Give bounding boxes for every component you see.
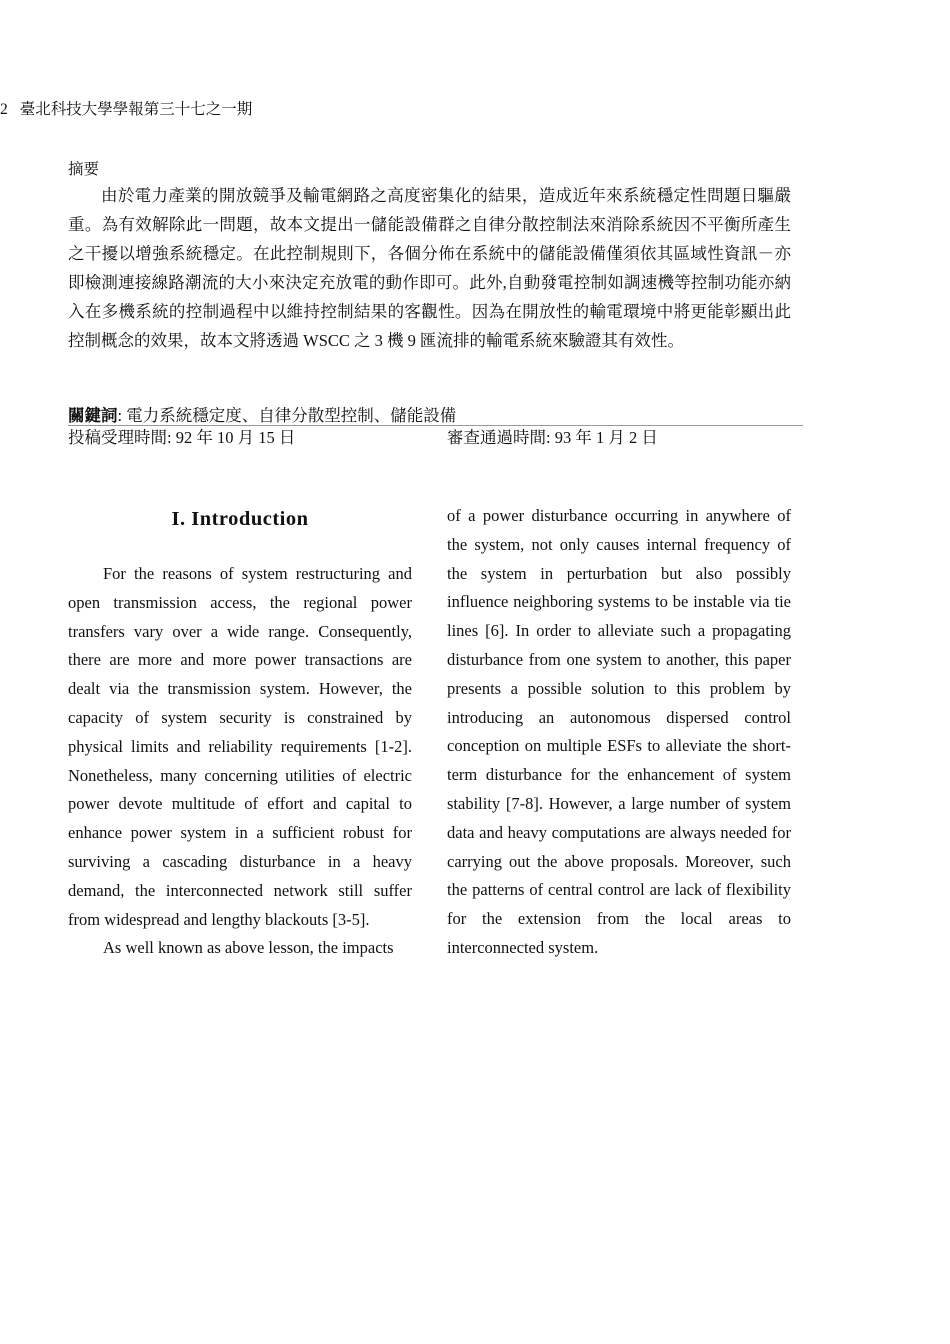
intro-paragraph-2-continued: of a power disturbance occurring in anywhere of the system, not only causes internal frequency of the system in perturbation but also possibly influence neighboring systems to be instable via tie lines [6]. In order to alleviate such a propagating disturbance from one system to another, this paper presents a possible solution to this problem by introducing an autonomous dispersed control conception on multiple ESFs to alleviate the short-term disturbance for the enhancement of system stability [7-8]. However, a large number of system data and heavy computations are always needed for carrying out the above proposals. Moreover, such the patterns of central control are lack of flexibility for the extension from the local areas to interconnected system.: [447, 506, 791, 957]
left-column: [68, 560, 412, 963]
abstract-body: 由於電力產業的開放競爭及輸電網路之高度密集化的結果，造成近年來系統穩定性問題日驅嚴重。為有效解除此一問題，故本文提出一儲能設備群之自律分散控制法來消除系統因不平衡所產生之干擾以增強系統穩定。在此控制規則下，各個分佈在系統中的儲能設備僅須依其區域性資訊－亦即檢測連接線路潮流的大小來決定充放電的動作即可。此外,自動發電控制如調速機等控制功能亦納入在多機系統的控制過程中以維持控制結果的客觀性。因為在開放性的輸電環境中將更能彰顯出此控制概念的效果，故本文將透過 WSCC 之 3 機 9 匯流排的輸電系統來驗證其有效性。: [68, 186, 791, 350]
intro-paragraph-1: For the reasons of system restructuring and open transmission access, the regional power transfers vary over a wide range. Consequently, there are more and more power transactions are dealt via the transmission system. However, the capacity of system security is constrained by physical limits and reliability requirements [1-2]. Nonetheless, many concerning utilities of electric power devote multitude of effort and capital to enhance power system in a sufficient robust for surviving a cascading disturbance in a heavy demand, the interconnected network still suffer from widespread and lengthy blackouts [3-5].: [68, 564, 412, 929]
page-number: 2: [0, 101, 8, 118]
intro-paragraph-2: As well known as above lesson, the impacts: [103, 938, 394, 958]
separator-rule: [68, 425, 803, 426]
keywords-text: 電力系統穩定度、自律分散型控制、儲能設備: [126, 406, 457, 425]
keywords-label: 關鍵詞: [68, 406, 118, 425]
keywords-line: [68, 405, 456, 427]
running-header: [0, 100, 252, 120]
keywords-separator: :: [117, 406, 123, 425]
received-date: 投稿受理時間: 92 年 10 月 15 日: [68, 428, 296, 447]
accepted-date: 審查通過時間: 93 年 1 月 2 日: [447, 428, 658, 447]
journal-title: 臺北科技大學學報第三十七之一期: [19, 101, 253, 118]
section-title: I. Introduction: [171, 508, 309, 530]
abstract-heading: 摘要: [68, 161, 100, 178]
right-column: [447, 502, 791, 963]
